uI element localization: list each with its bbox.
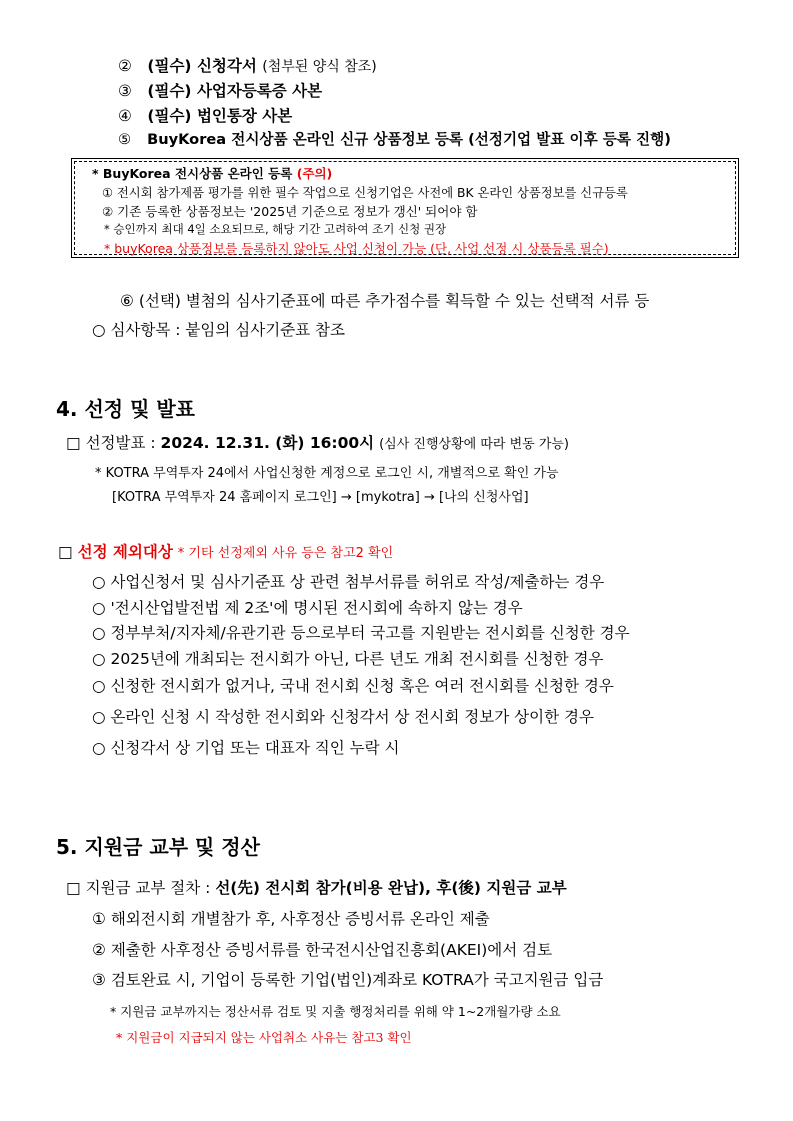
announce-sub-2: [KOTRA 무역투자 24 홈페이지 로그인] → [mykotra] → [나의 신청사업] [112, 490, 529, 505]
procedure-step: ① 해외전시회 개별참가 후, 사후정산 증빙서류 온라인 제출 [92, 910, 490, 928]
doc-num: ④ [118, 107, 132, 125]
announce-date: 2024. 12.31. (화) 16:00시 [160, 434, 375, 452]
procedure-bold: 선(先) 전시회 참가(비용 완납), 후(後) 지원금 교부 [215, 879, 567, 897]
doc-tag: (필수) [147, 82, 192, 100]
exclusion-item: ○ 신청한 전시회가 없거나, 국내 전시회 신청 혹은 여러 전시회를 신청한 경우 [92, 677, 614, 695]
doc-title: 신청각서 [196, 57, 257, 75]
exclusion-title: 선정 제외대상 [77, 543, 173, 561]
procedure-step: ② 제출한 사후정산 증빙서류를 한국전시산업진흥회(AKEI)에서 검토 [92, 941, 553, 959]
doc-item-4 [118, 104, 292, 126]
announce-sub-1: * KOTRA 무역투자 24에서 사업신청한 계정으로 로그인 시, 개별적으로 확인 가능 [95, 466, 559, 481]
doc-num: ③ [118, 82, 132, 100]
procedure-line [66, 876, 567, 898]
announce-note: (심사 진행상황에 따라 변동 가능) [379, 437, 570, 452]
exclusion-note: * 기타 선정제외 사유 등은 참고2 확인 [177, 546, 394, 561]
exclusion-header [58, 540, 393, 562]
doc-title: BuyKorea 전시상품 온라인 신규 상품정보 등록 (선정기업 발표 이후 등록 진행) [147, 131, 671, 148]
doc-tag: (필수) [147, 57, 192, 75]
procedure-note-1: * 지원금 교부까지는 정산서류 검토 및 지출 행정처리를 위해 약 1~2개월가량 소요 [110, 1004, 561, 1019]
procedure-step: ③ 검토완료 시, 기업이 등록한 기업(법인)계좌로 KOTRA가 국고지원금 입금 [92, 971, 604, 989]
notice-line-4: * buyKorea 상품정보를 등록하지 않아도 사업 신청이 가능 (단, 사업 선정 시 상품등록 필수) [104, 241, 609, 256]
procedure-prefix: □ 지원금 교부 절차 : [66, 879, 216, 897]
exclusion-item: ○ 2025년에 개최되는 전시회가 아닌, 다른 년도 개최 전시회를 신청한 경우 [92, 650, 604, 668]
doc-num: ② [118, 57, 132, 75]
doc-item-3 [118, 79, 322, 101]
procedure-note-2: * 지원금이 지급되지 않는 사업취소 사유는 참고3 확인 [116, 1030, 412, 1045]
review-items: ○ 심사항목 : 붙임의 심사기준표 참조 [92, 321, 346, 339]
exclusion-checkbox: □ [58, 543, 73, 561]
exclusion-item: ○ 사업신청서 및 심사기준표 상 관련 첨부서류를 허위로 작성/제출하는 경우 [92, 573, 605, 591]
optional-doc: ⑥ (선택) 별첨의 심사기준표에 따른 추가점수를 획득할 수 있는 선택적 서류 등 [120, 292, 650, 310]
announce-prefix: □ 선정발표 : [66, 434, 161, 452]
announce-line [66, 431, 569, 453]
notice-title-text: * BuyKorea 전시상품 온라인 등록 [92, 166, 293, 181]
doc-paren: (첨부된 양식 참조) [262, 59, 377, 75]
exclusion-item: ○ 정부부처/지자체/유관기관 등으로부터 국고를 지원받는 전시회를 신청한 경우 [92, 624, 630, 642]
doc-title: 법인통장 사본 [196, 107, 293, 125]
notice-title [92, 164, 332, 182]
doc-item-5 [118, 128, 671, 149]
doc-num: ⑤ [118, 131, 132, 148]
section-4-heading: 4. 선정 및 발표 [56, 397, 196, 421]
section-5-heading: 5. 지원금 교부 및 정산 [56, 835, 260, 859]
notice-line-1: ① 전시회 참가제품 평가를 위한 필수 작업으로 신청기업은 사전에 BK 온라인 상품정보를 신규등록 [102, 186, 628, 200]
exclusion-item: ○ 신청각서 상 기업 또는 대표자 직인 누락 시 [92, 739, 400, 757]
doc-item-2 [118, 54, 377, 76]
exclusion-item: ○ 온라인 신청 시 작성한 전시회와 신청각서 상 전시회 정보가 상이한 경우 [92, 708, 594, 726]
notice-line-2: ② 기존 등록한 상품정보는 '2025년 기준으로 정보가 갱신' 되어야 함 [102, 204, 478, 219]
notice-title-warn: (주의) [296, 166, 333, 181]
doc-title: 사업자등록증 사본 [196, 82, 323, 100]
exclusion-item: ○ '전시산업발전법 제 2조'에 명시된 전시회에 속하지 않는 경우 [92, 599, 523, 617]
notice-line-3: * 승인까지 최대 4일 소요되므로, 해당 기간 고려하여 조기 신청 권장 [104, 222, 447, 236]
doc-tag: (필수) [147, 107, 192, 125]
